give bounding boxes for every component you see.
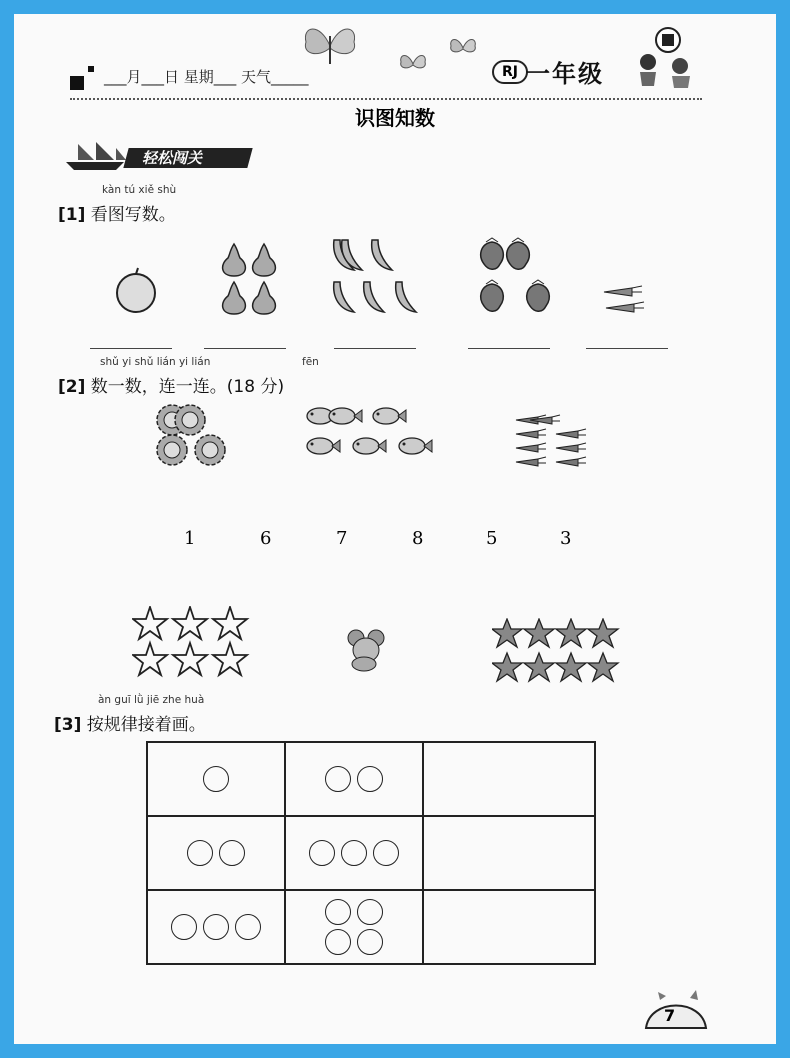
- pattern-cell: [147, 742, 285, 816]
- butterfly-small-icon: [398, 50, 428, 76]
- grade-label: 一年级: [526, 60, 604, 88]
- number-option[interactable]: 7: [336, 528, 348, 549]
- answer-line-2[interactable]: [204, 348, 286, 349]
- q2-number: [2]: [58, 377, 86, 397]
- strawberries-group-icon: [476, 236, 566, 318]
- pattern-cell: [147, 816, 285, 890]
- corner-mark-small-icon: [88, 66, 94, 72]
- q3-number: [3]: [54, 715, 82, 735]
- answer-line-1[interactable]: [90, 348, 172, 349]
- pattern-cell: [285, 742, 423, 816]
- q1-number: [1]: [58, 205, 86, 225]
- q2-text: 数一数，连一连。(18 分): [90, 377, 285, 397]
- pattern-grid: [146, 741, 596, 965]
- corner-mark-icon: [70, 76, 84, 90]
- q3-pinyin: àn guī lǜ jiē zhe huà: [98, 694, 205, 706]
- flowers-group-icon: [154, 402, 230, 468]
- pattern-cell: [285, 890, 423, 964]
- q2-label: [58, 372, 284, 397]
- circle-icon: [187, 840, 213, 866]
- number-option[interactable]: 8: [412, 528, 424, 549]
- number-option[interactable]: 5: [486, 528, 498, 549]
- q1-text: 看图写数。: [90, 205, 176, 225]
- pattern-cell: [285, 816, 423, 890]
- circle-icon: [203, 766, 229, 792]
- section-banner: [64, 140, 254, 170]
- circle-icon: [357, 766, 383, 792]
- circle-icon: [357, 899, 383, 925]
- circle-icon: [235, 914, 261, 940]
- kids-football-icon: [634, 22, 696, 88]
- q1-pinyin: kàn tú xiě shù: [102, 184, 177, 196]
- edition-badge: RJ: [492, 60, 528, 84]
- page-badge-icon: [644, 986, 708, 1030]
- circle-icon: [325, 899, 351, 925]
- circle-icon: [219, 840, 245, 866]
- header-divider: [70, 98, 702, 100]
- circle-pair: [286, 929, 422, 955]
- circle-pair: [286, 899, 422, 925]
- q3-label: [54, 710, 206, 735]
- carrots-bundle-icon: [514, 414, 594, 470]
- circle-icon: [373, 840, 399, 866]
- circle-icon: [325, 929, 351, 955]
- date-weather-line: ___月___日 星期___ 天气_____: [104, 68, 309, 86]
- outline-stars-group-icon: [132, 606, 254, 678]
- circle-icon: [203, 914, 229, 940]
- circle-icon: [357, 929, 383, 955]
- butterfly-icon: [300, 18, 360, 72]
- drawing-cell[interactable]: [423, 890, 595, 964]
- worksheet-page: [14, 14, 776, 1044]
- circle-icon: [309, 840, 335, 866]
- q2-pinyin: shǔ yi shǔ lián yi lián: [100, 356, 211, 368]
- circle-icon: [341, 840, 367, 866]
- bananas-group-icon: [330, 236, 430, 318]
- apple-icon: [112, 266, 160, 314]
- answer-line-5[interactable]: [586, 348, 668, 349]
- circle-icon: [171, 914, 197, 940]
- drawing-cell[interactable]: [423, 816, 595, 890]
- drawing-cell[interactable]: [423, 742, 595, 816]
- carrots-group-icon: [602, 284, 646, 320]
- answer-line-3[interactable]: [334, 348, 416, 349]
- number-option[interactable]: 1: [184, 528, 196, 549]
- circle-icon: [325, 766, 351, 792]
- page-title: 识图知数: [355, 106, 435, 130]
- page-number: 7: [664, 1006, 676, 1025]
- pattern-cell: [147, 890, 285, 964]
- pears-group-icon: [218, 240, 290, 316]
- pattern-row: [147, 890, 595, 964]
- pattern-row: [147, 816, 595, 890]
- pattern-row: [147, 742, 595, 816]
- butterfly-small-icon: [448, 34, 478, 60]
- number-option[interactable]: 3: [560, 528, 572, 549]
- banner-text: 轻松闯关: [142, 149, 203, 167]
- koala-icon: [344, 628, 390, 672]
- fish-group-icon: [304, 406, 444, 470]
- shaded-stars-group-icon: [492, 618, 620, 684]
- answer-line-4[interactable]: [468, 348, 550, 349]
- q1-label: [58, 200, 176, 225]
- number-option[interactable]: 6: [260, 528, 272, 549]
- q2-pinyin-fen: fēn: [302, 356, 319, 368]
- q3-text: 按规律接着画。: [86, 715, 206, 735]
